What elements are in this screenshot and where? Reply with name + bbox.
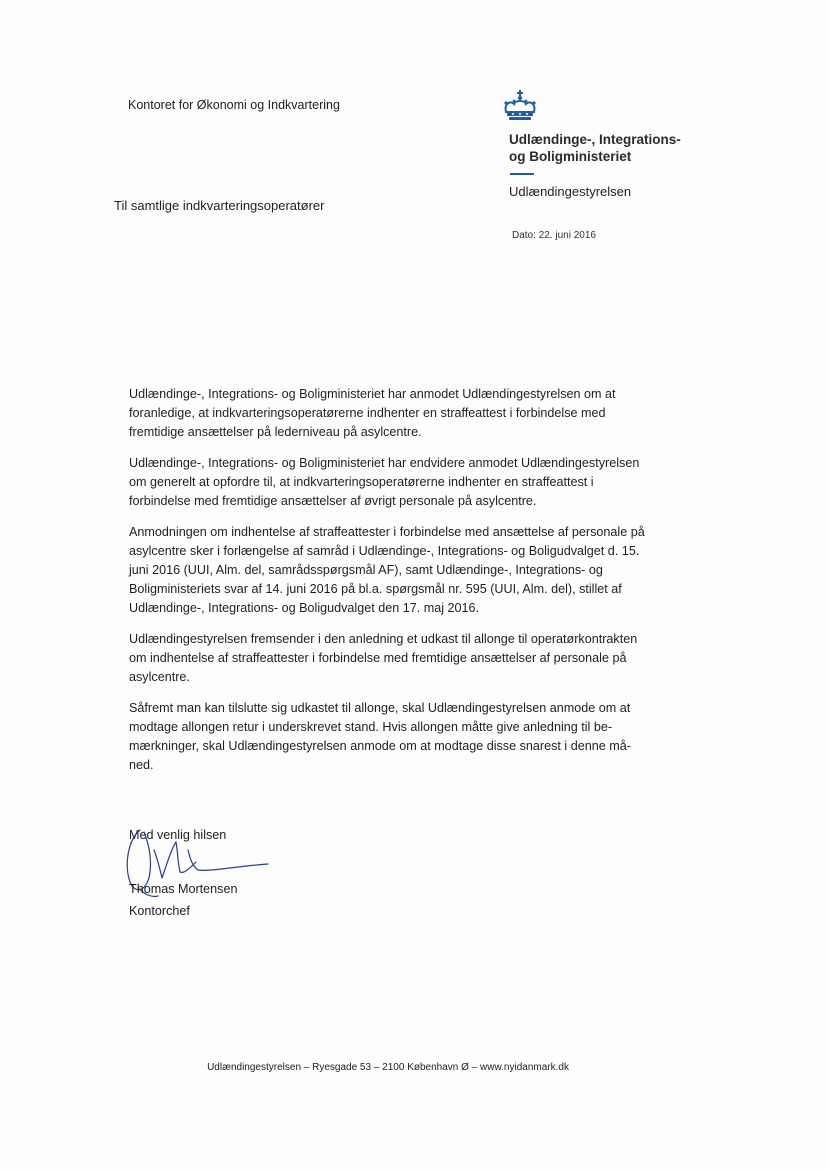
letter-date: Dato: 22. juni 2016 [512,230,596,241]
letter-body [129,385,649,787]
closing-salutation: Med venlig hilsen [129,828,227,842]
signer-title: Kontorchef [129,904,190,918]
sender-office: Kontoret for Økonomi og Indkvartering [128,98,340,112]
ministry-name [509,131,681,165]
ministry-line-2: og Boligministeriet [509,149,632,164]
paragraph: Såfremt man kan tilslutte sig udkastet til allonge, skal Udlændingestyrelsen anmode om at modtage allongen retur i underskrevet stand. Hvis allongen måtte give anledning til bemærkninger, skal Udlændingestyrelsen anmode om at modtage disse snarest i denne måned. [129,701,631,772]
signer-name: Thomas Mortensen [129,882,238,896]
handwritten-signature [118,820,278,915]
paragraph: Udlændinge-, Integrations- og Boligministeriet har anmodet Udlændingestyrelsen om at foranledige, at indkvarteringsoperatørerne indhenter en straffeattest i forbindelse med fremtidige ansættelser på lederniveau på asylcentre. [129,387,616,439]
paragraph: Udlændingestyrelsen fremsender i den anledning et udkast til allonge til operatørkontrakten om indhentelse af straffeattester i forbindelse med fremtidige ansættelser af personale på asylcentre. [129,632,638,684]
agency-name: Udlændingestyrelsen [509,184,632,199]
ministry-divider [510,173,534,175]
crown-icon [500,90,540,122]
footer-address: Udlændingestyrelsen – Ryesgade 53 – 2100 København Ø – www.nyidanmark.dk [207,1062,569,1073]
recipient-line: Til samtlige indkvarteringsoperatører [114,198,325,213]
paragraph: Anmodningen om indhentelse af straffeattester i forbindelse med ansættelse af personale på asylcentre sker i forlængelse af samråd i Udlændinge-, Integrations- og Boligudvalget d. 15. juni 2016 (UUI, Alm. del, samrådsspørgsmål AF), samt Udlændinge-, Integrations- og Boligministeriets svar af 14. juni 2016 på bl.a. spørgsmål nr. 595 (UUI, Alm. del), stillet af Udlændinge-, Integrations- og Boligudvalget den 17. maj 2016. [129,525,645,615]
footer [0,1062,828,1073]
paragraph: Udlændinge-, Integrations- og Boligministeriet har endvidere anmodet Udlændingestyrelsen om generelt at opfordre til, at indkvarteringsoperatørerne indhenter en straffeattest i forbindelse med fremtidige ansættelser af øvrigt personale på asylcentre. [129,456,640,508]
ministry-line-1: Udlændinge-, Integrations- [509,132,681,147]
